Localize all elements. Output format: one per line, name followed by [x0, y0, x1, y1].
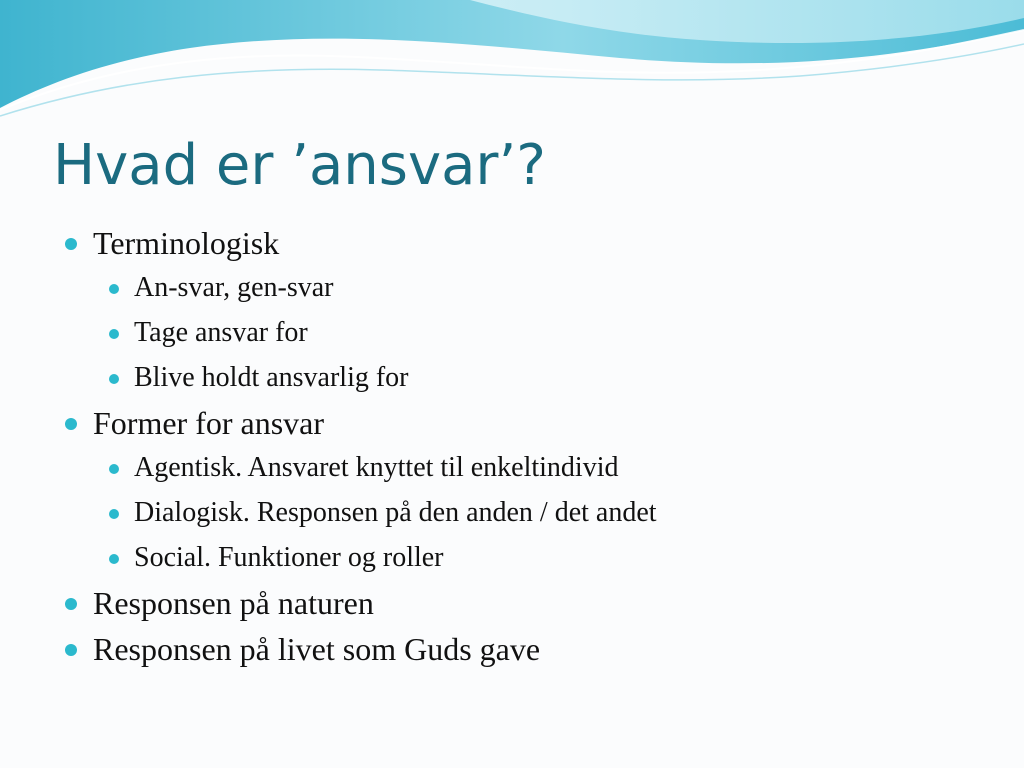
- sub-bullet-text: Tage ansvar for: [134, 317, 308, 348]
- slide-title: Hvad er ’ansvar’?: [53, 133, 546, 198]
- sub-bullet-text: Social. Funktioner og roller: [134, 542, 444, 573]
- bullet-text: Former for ansvar: [93, 405, 325, 441]
- sub-bullet-item: [64, 360, 1004, 396]
- sub-bullet-text: Agentisk. Ansvaret knyttet til enkeltindivid: [134, 452, 619, 483]
- sub-bullet-text: Dialogisk. Responsen på den anden / det andet: [134, 497, 657, 528]
- bullet-text: Responsen på livet som Guds gave: [93, 631, 541, 667]
- bullet-dot-icon: [109, 329, 119, 339]
- sub-bullet-item: [64, 270, 1004, 306]
- sub-bullet-text: An-svar, gen-svar: [134, 272, 334, 303]
- sub-bullet-text: Blive holdt ansvarlig for: [134, 362, 409, 393]
- header-wave-decoration: [0, 0, 1024, 120]
- bullet-item: [64, 582, 1004, 624]
- bullet-dot-icon: [109, 374, 119, 384]
- bullet-item: [64, 222, 1004, 264]
- bullet-text: Responsen på naturen: [93, 585, 374, 621]
- bullet-dot-icon: [109, 284, 119, 294]
- sub-bullet-item: [64, 540, 1004, 576]
- sub-bullet-item: [64, 495, 1004, 531]
- bullet-dot-icon: [109, 464, 119, 474]
- bullet-item: [64, 628, 1004, 670]
- bullet-dot-icon: [109, 554, 119, 564]
- bullet-text: Terminologisk: [93, 225, 280, 261]
- bullet-dot-icon: [109, 509, 119, 519]
- bullet-dot-icon: [65, 598, 77, 610]
- bullet-dot-icon: [65, 644, 77, 656]
- bullet-item: [64, 402, 1004, 444]
- sub-bullet-item: [64, 450, 1004, 486]
- bullet-dot-icon: [65, 418, 77, 430]
- bullet-dot-icon: [65, 238, 77, 250]
- sub-bullet-item: [64, 315, 1004, 351]
- bullet-list: [64, 218, 1004, 670]
